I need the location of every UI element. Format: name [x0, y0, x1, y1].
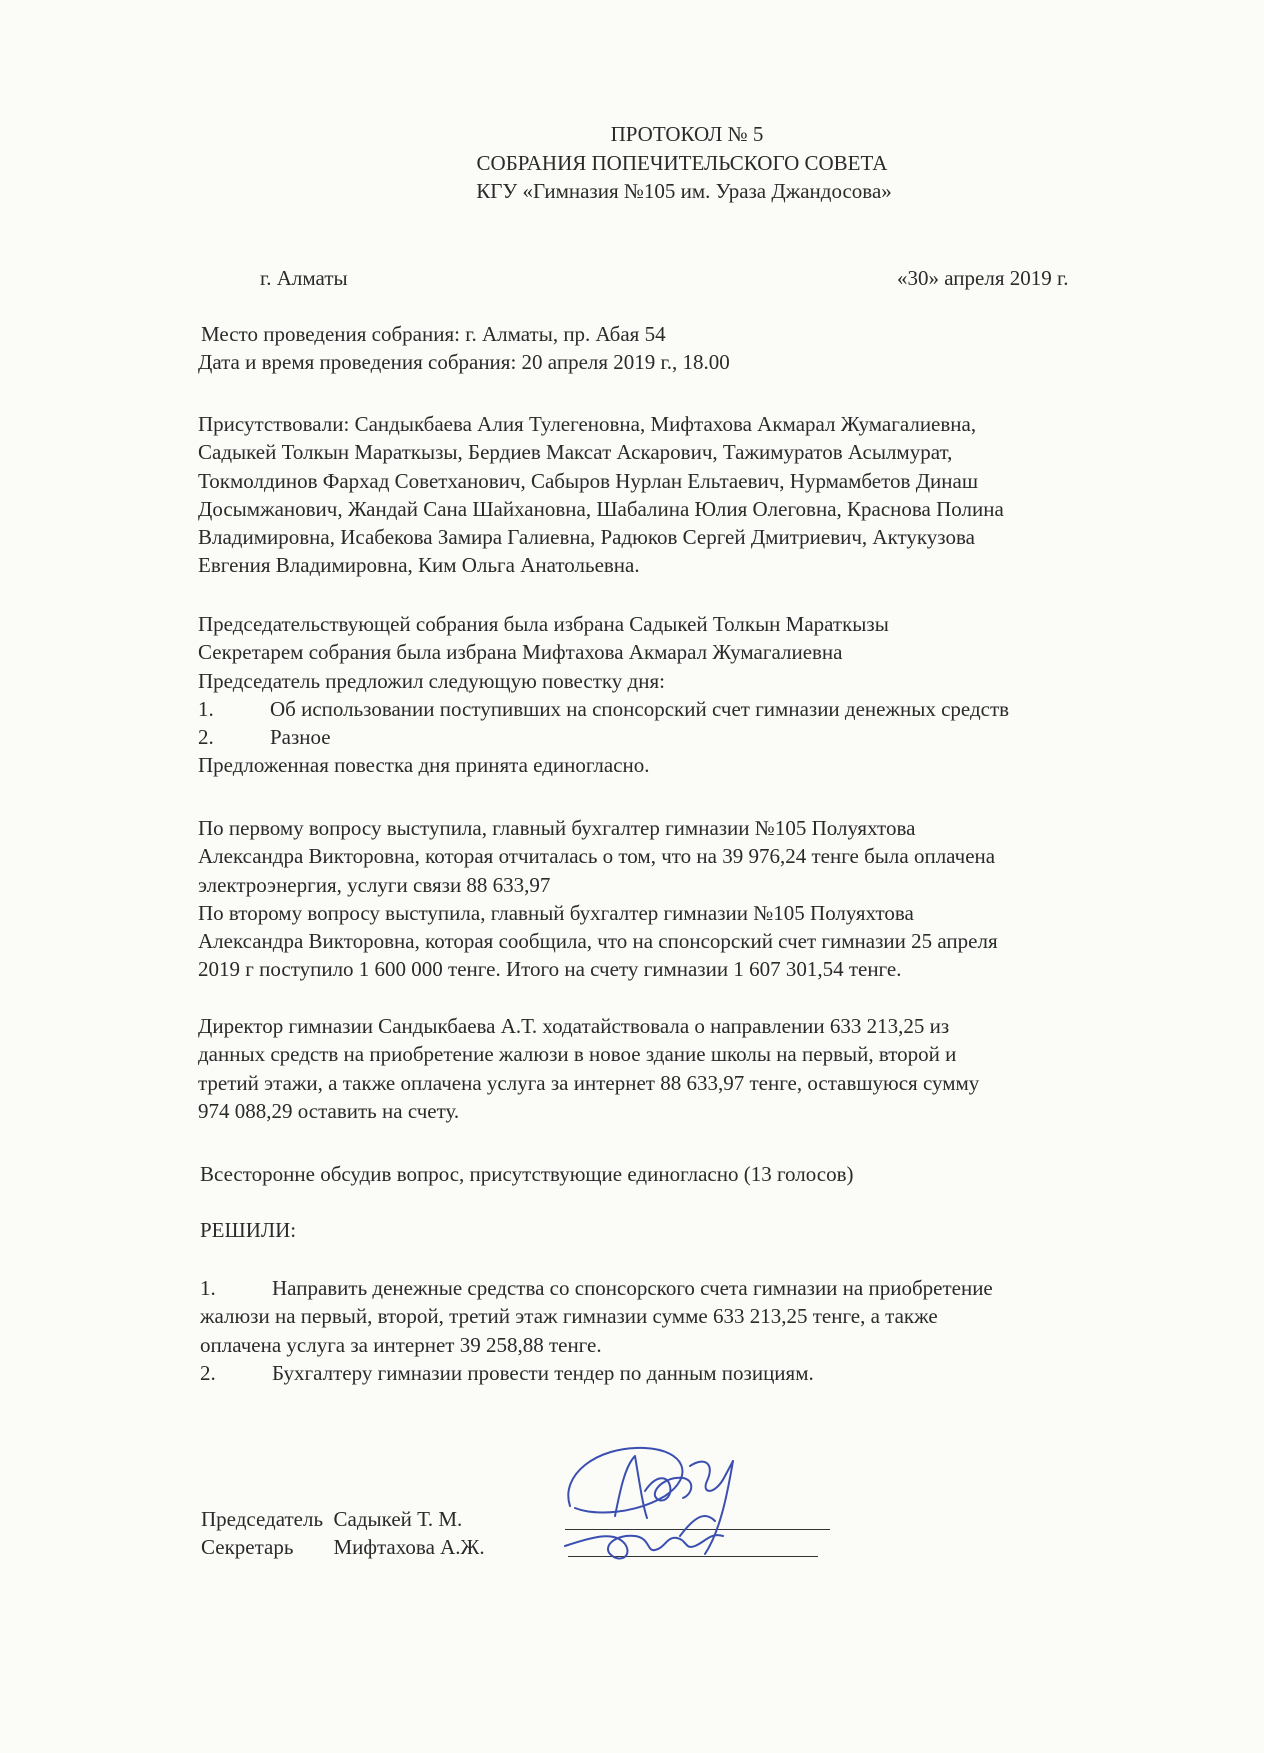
secretary-signature-row: [201, 1533, 485, 1561]
chair-name: Садыкей Т. М.: [333, 1507, 463, 1531]
chair-role: Председатель: [201, 1507, 324, 1531]
director-request: [198, 1012, 979, 1125]
director-line: Директор гимназии Сандыкбаева А.Т. ходатайствовала о направлении 633 213,25 из: [198, 1014, 950, 1038]
decision-number: 1.: [200, 1276, 216, 1300]
discussion: [200, 1160, 854, 1188]
meeting-info: [198, 320, 730, 377]
decision-text: Бухгалтеру гимназии провести тендер по данным позициям.: [272, 1360, 814, 1385]
agenda: [198, 610, 1009, 780]
city: г. Алматы: [260, 266, 348, 290]
agenda-intro: Председатель предложил следующую повестку дня:: [198, 668, 665, 693]
agenda-accepted: Предложенная повестка дня принята единогласно.: [198, 753, 650, 778]
secretary-name: Мифтахова А.Ж.: [333, 1535, 485, 1559]
discussion-text: Всесторонне обсудив вопрос, присутствующие единогласно (13 голосов): [200, 1162, 854, 1186]
decision-item: [200, 1359, 993, 1387]
attendees-line: Садыкей Толкын Мараткызы, Бердиев Максат Аскарович, Тажимуратов Асылмурат,: [198, 440, 953, 465]
decision-text: Направить денежные средства со спонсорского счета гимназии на приобретение: [272, 1276, 993, 1300]
resolved-title: [200, 1216, 296, 1244]
report-line: По второму вопросу выступила, главный бухгалтер гимназии №105 Полуяхтова: [198, 900, 914, 925]
decision-item: [200, 1274, 993, 1302]
attendees-line: Токмолдинов Фархад Советханович, Сабыров Нурлан Ельтаевич, Нурмамбетов Динаш: [198, 468, 978, 493]
report-line: Александра Викторовна, которая отчиталась о том, что на 39 976,24 тенге была оплачена: [198, 844, 996, 869]
school-name: КГУ «Гимназия №105 им. Ураза Джандосова»: [476, 179, 892, 203]
secretary-role: Секретарь: [201, 1535, 294, 1559]
council-title: СОБРАНИЯ ПОПЕЧИТЕЛЬСКОГО СОВЕТА: [476, 150, 888, 175]
report-line: Александра Викторовна, которая сообщила, что на спонсорский счет гимназии 25 апреля: [198, 929, 998, 954]
decisions: [200, 1274, 993, 1387]
agenda-item: [198, 695, 1009, 723]
meeting-place: Место проведения собрания: г. Алматы, пр. Абая 54: [201, 322, 666, 346]
report: [198, 814, 998, 984]
decision-text: оплачена услуга за интернет 39 258,88 тенге.: [200, 1332, 602, 1357]
agenda-item: [198, 723, 1009, 751]
agenda-item-number: 1.: [198, 696, 214, 721]
director-line: 974 088,29 оставить на счету.: [198, 1098, 460, 1123]
director-line: данных средств на приобретение жалюзи в новое здание школы на первый, второй и: [198, 1042, 957, 1067]
document-date: «30» апреля 2019 г.: [897, 266, 1069, 290]
director-line: третий этажи, а также оплачена услуга за интернет 88 633,97 тенге, оставшуюся сумму: [198, 1070, 980, 1095]
report-line: 2019 г поступило 1 600 000 тенге. Итого на счету гимназии 1 607 301,54 тенге.: [198, 957, 902, 982]
chair-election: Председательствующей собрания была избрана Садыкей Толкын Мараткызы: [198, 612, 889, 636]
attendees-line: Досымжанович, Жандай Сана Шайхановна, Шабалина Юлия Олеговна, Краснова Полина: [198, 496, 1004, 521]
handwritten-signature-icon: [555, 1436, 785, 1586]
protocol-title: ПРОТОКОЛ № 5: [610, 122, 764, 146]
meeting-datetime: Дата и время проведения собрания: 20 апреля 2019 г., 18.00: [198, 350, 730, 375]
agenda-item-text: Об использовании поступивших на спонсорский счет гимназии денежных средств: [270, 696, 1010, 721]
report-line: электроэнергия, услуги связи 88 633,97: [198, 872, 551, 897]
attendees-line: Присутствовали: Сандыкбаева Алия Тулегеновна, Мифтахова Акмарал Жумагалиевна,: [198, 412, 977, 436]
document-header: [0, 120, 1264, 206]
agenda-item-text: Разное: [270, 725, 331, 750]
report-line: По первому вопросу выступила, главный бухгалтер гимназии №105 Полуяхтова: [198, 816, 916, 840]
secretary-election: Секретарем собрания была избрана Мифтахова Акмарал Жумагалиевна: [198, 640, 843, 665]
attendees: [198, 410, 1004, 580]
decision-number: 2.: [200, 1360, 216, 1385]
resolved-heading: РЕШИЛИ:: [200, 1218, 297, 1242]
attendees-line: Владимировна, Исабекова Замира Галиевна, Радюков Сергей Дмитриевич, Актукузова: [198, 525, 975, 550]
decision-text: жалюзи на первый, второй, третий этаж гимназии сумме 633 213,25 тенге, а также: [200, 1304, 938, 1329]
chair-signature-row: [201, 1505, 462, 1533]
agenda-item-number: 2.: [198, 725, 214, 750]
attendees-line: Евгения Владимировна, Ким Ольга Анатольевна.: [198, 553, 640, 578]
